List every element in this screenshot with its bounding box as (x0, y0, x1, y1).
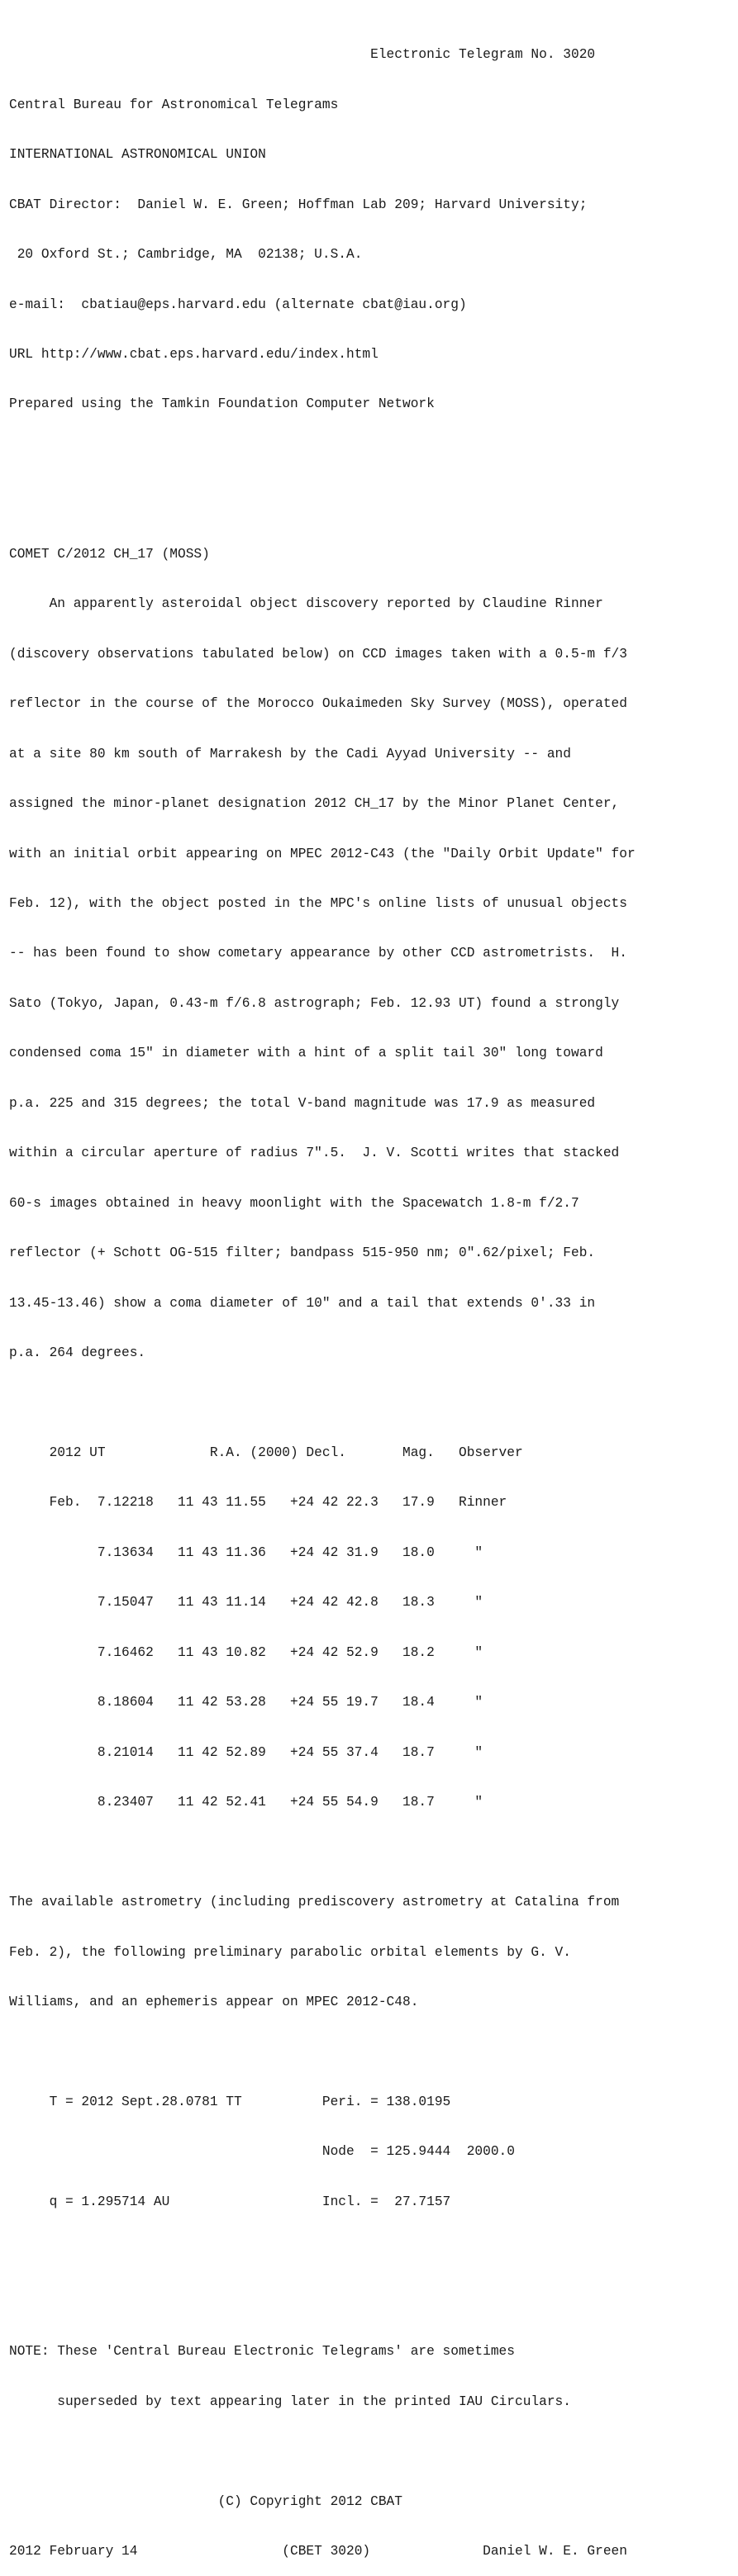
astrometry-line: Feb. 2), the following preliminary parabolic orbital elements by G. V. (9, 1944, 571, 1960)
bureau-name: Central Bureau for Astronomical Telegrams (9, 97, 339, 112)
telegram-number: Electronic Telegram No. 3020 (9, 47, 596, 63)
orbital-element-line: Node = 125.9444 2000.0 (9, 2144, 515, 2160)
comet-body-line: within a circular aperture of radius 7".5. J. V. Scotti writes that stacked (9, 1146, 620, 1161)
telegram-document (9, 13, 636, 2576)
blank-line (9, 2243, 636, 2260)
address-line: 20 Oxford St.; Cambridge, MA 02138; U.S.A. (9, 247, 363, 263)
blank-line (9, 2294, 636, 2310)
blank-line (9, 2443, 636, 2460)
prepared-line: Prepared using the Tamkin Foundation Computer Network (9, 396, 435, 412)
comet-body-line: reflector in the course of the Morocco Oukaimeden Sky Survey (MOSS), operated (9, 696, 627, 712)
blank-line (9, 1395, 636, 1411)
blank-line (9, 446, 636, 463)
comet-body-line: p.a. 225 and 315 degrees; the total V-band magnitude was 17.9 as measured (9, 1095, 596, 1111)
orbital-element-line: q = 1.295714 AU Incl. = 27.7157 (9, 2194, 451, 2209)
orbital-element-line: T = 2012 Sept.28.0781 TT Peri. = 138.0195 (9, 2094, 451, 2109)
comet-body-line: -- has been found to show cometary appearance by other CCD astrometrists. H. (9, 946, 627, 961)
comet-body-line: (discovery observations tabulated below) on CCD images taken with a 0.5-m f/3 (9, 646, 627, 662)
observation-row: 7.13634 11 43 11.36 +24 42 31.9 18.0 " (9, 1544, 483, 1560)
signature-line: 2012 February 14 (CBET 3020) Daniel W. E. Green (9, 2543, 627, 2559)
astrometry-line: The available astrometry (including prediscovery astrometry at Catalina from (9, 1895, 620, 1910)
comet-body-line: assigned the minor-planet designation 2012 CH_17 by the Minor Planet Center, (9, 796, 620, 812)
comet-body-line: condensed coma 15" in diameter with a hint of a split tail 30" long toward (9, 1046, 603, 1061)
union-name: INTERNATIONAL ASTRONOMICAL UNION (9, 147, 266, 163)
comet-body-line: Feb. 12), with the object posted in the MPC's online lists of unusual objects (9, 896, 627, 912)
astrometry-line: Williams, and an ephemeris appear on MPEC 2012-C48. (9, 1994, 419, 2009)
blank-line (9, 496, 636, 512)
comet-body-line: 60-s images obtained in heavy moonlight with the Spacewatch 1.8-m f/2.7 (9, 1195, 579, 1211)
comet-body-line: p.a. 264 degrees. (9, 1345, 146, 1361)
comet-body-line: at a site 80 km south of Marrakesh by the Cadi Ayyad University -- and (9, 746, 571, 761)
observation-row: 7.16462 11 43 10.82 +24 42 52.9 18.2 " (9, 1644, 483, 1660)
observation-row: 8.23407 11 42 52.41 +24 55 54.9 18.7 " (9, 1795, 483, 1810)
observation-row: 7.15047 11 43 11.14 +24 42 42.8 18.3 " (9, 1595, 483, 1611)
email-line: e-mail: cbatiau@eps.harvard.edu (alternate cbat@iau.org) (9, 297, 467, 312)
observation-row: Feb. 7.12218 11 43 11.55 +24 42 22.3 17.9 Rinner (9, 1495, 507, 1511)
director-line: CBAT Director: Daniel W. E. Green; Hoffman Lab 209; Harvard University; (9, 197, 588, 212)
blank-line (9, 1844, 636, 1861)
note-line: NOTE: These 'Central Bureau Electronic Telegrams' are sometimes (9, 2344, 515, 2360)
comet-body-line: with an initial orbit appearing on MPEC 2012-C43 (the "Daily Orbit Update" for (9, 846, 636, 861)
comet-body-line: 13.45-13.46) show a coma diameter of 10" and a tail that extends 0'.33 in (9, 1295, 596, 1311)
comet-body-line: Sato (Tokyo, Japan, 0.43-m f/6.8 astrograph; Feb. 12.93 UT) found a strongly (9, 995, 620, 1011)
blank-line (9, 2043, 636, 2060)
comet-title: COMET C/2012 CH_17 (MOSS) (9, 546, 210, 562)
comet-body-line: An apparently asteroidal object discovery reported by Claudine Rinner (9, 596, 603, 612)
comet-body-line: reflector (+ Schott OG-515 filter; bandpass 515-950 nm; 0".62/pixel; Feb. (9, 1245, 596, 1261)
copyright-line: (C) Copyright 2012 CBAT (9, 2493, 402, 2509)
note-line: superseded by text appearing later in the printed IAU Circulars. (9, 2393, 571, 2409)
observation-row: 8.21014 11 42 52.89 +24 55 37.4 18.7 " (9, 1744, 483, 1760)
observation-row: 8.18604 11 42 53.28 +24 55 19.7 18.4 " (9, 1695, 483, 1710)
url-line: URL http://www.cbat.eps.harvard.edu/index.html (9, 347, 379, 363)
observations-header: 2012 UT R.A. (2000) Decl. Mag. Observer (9, 1445, 523, 1460)
